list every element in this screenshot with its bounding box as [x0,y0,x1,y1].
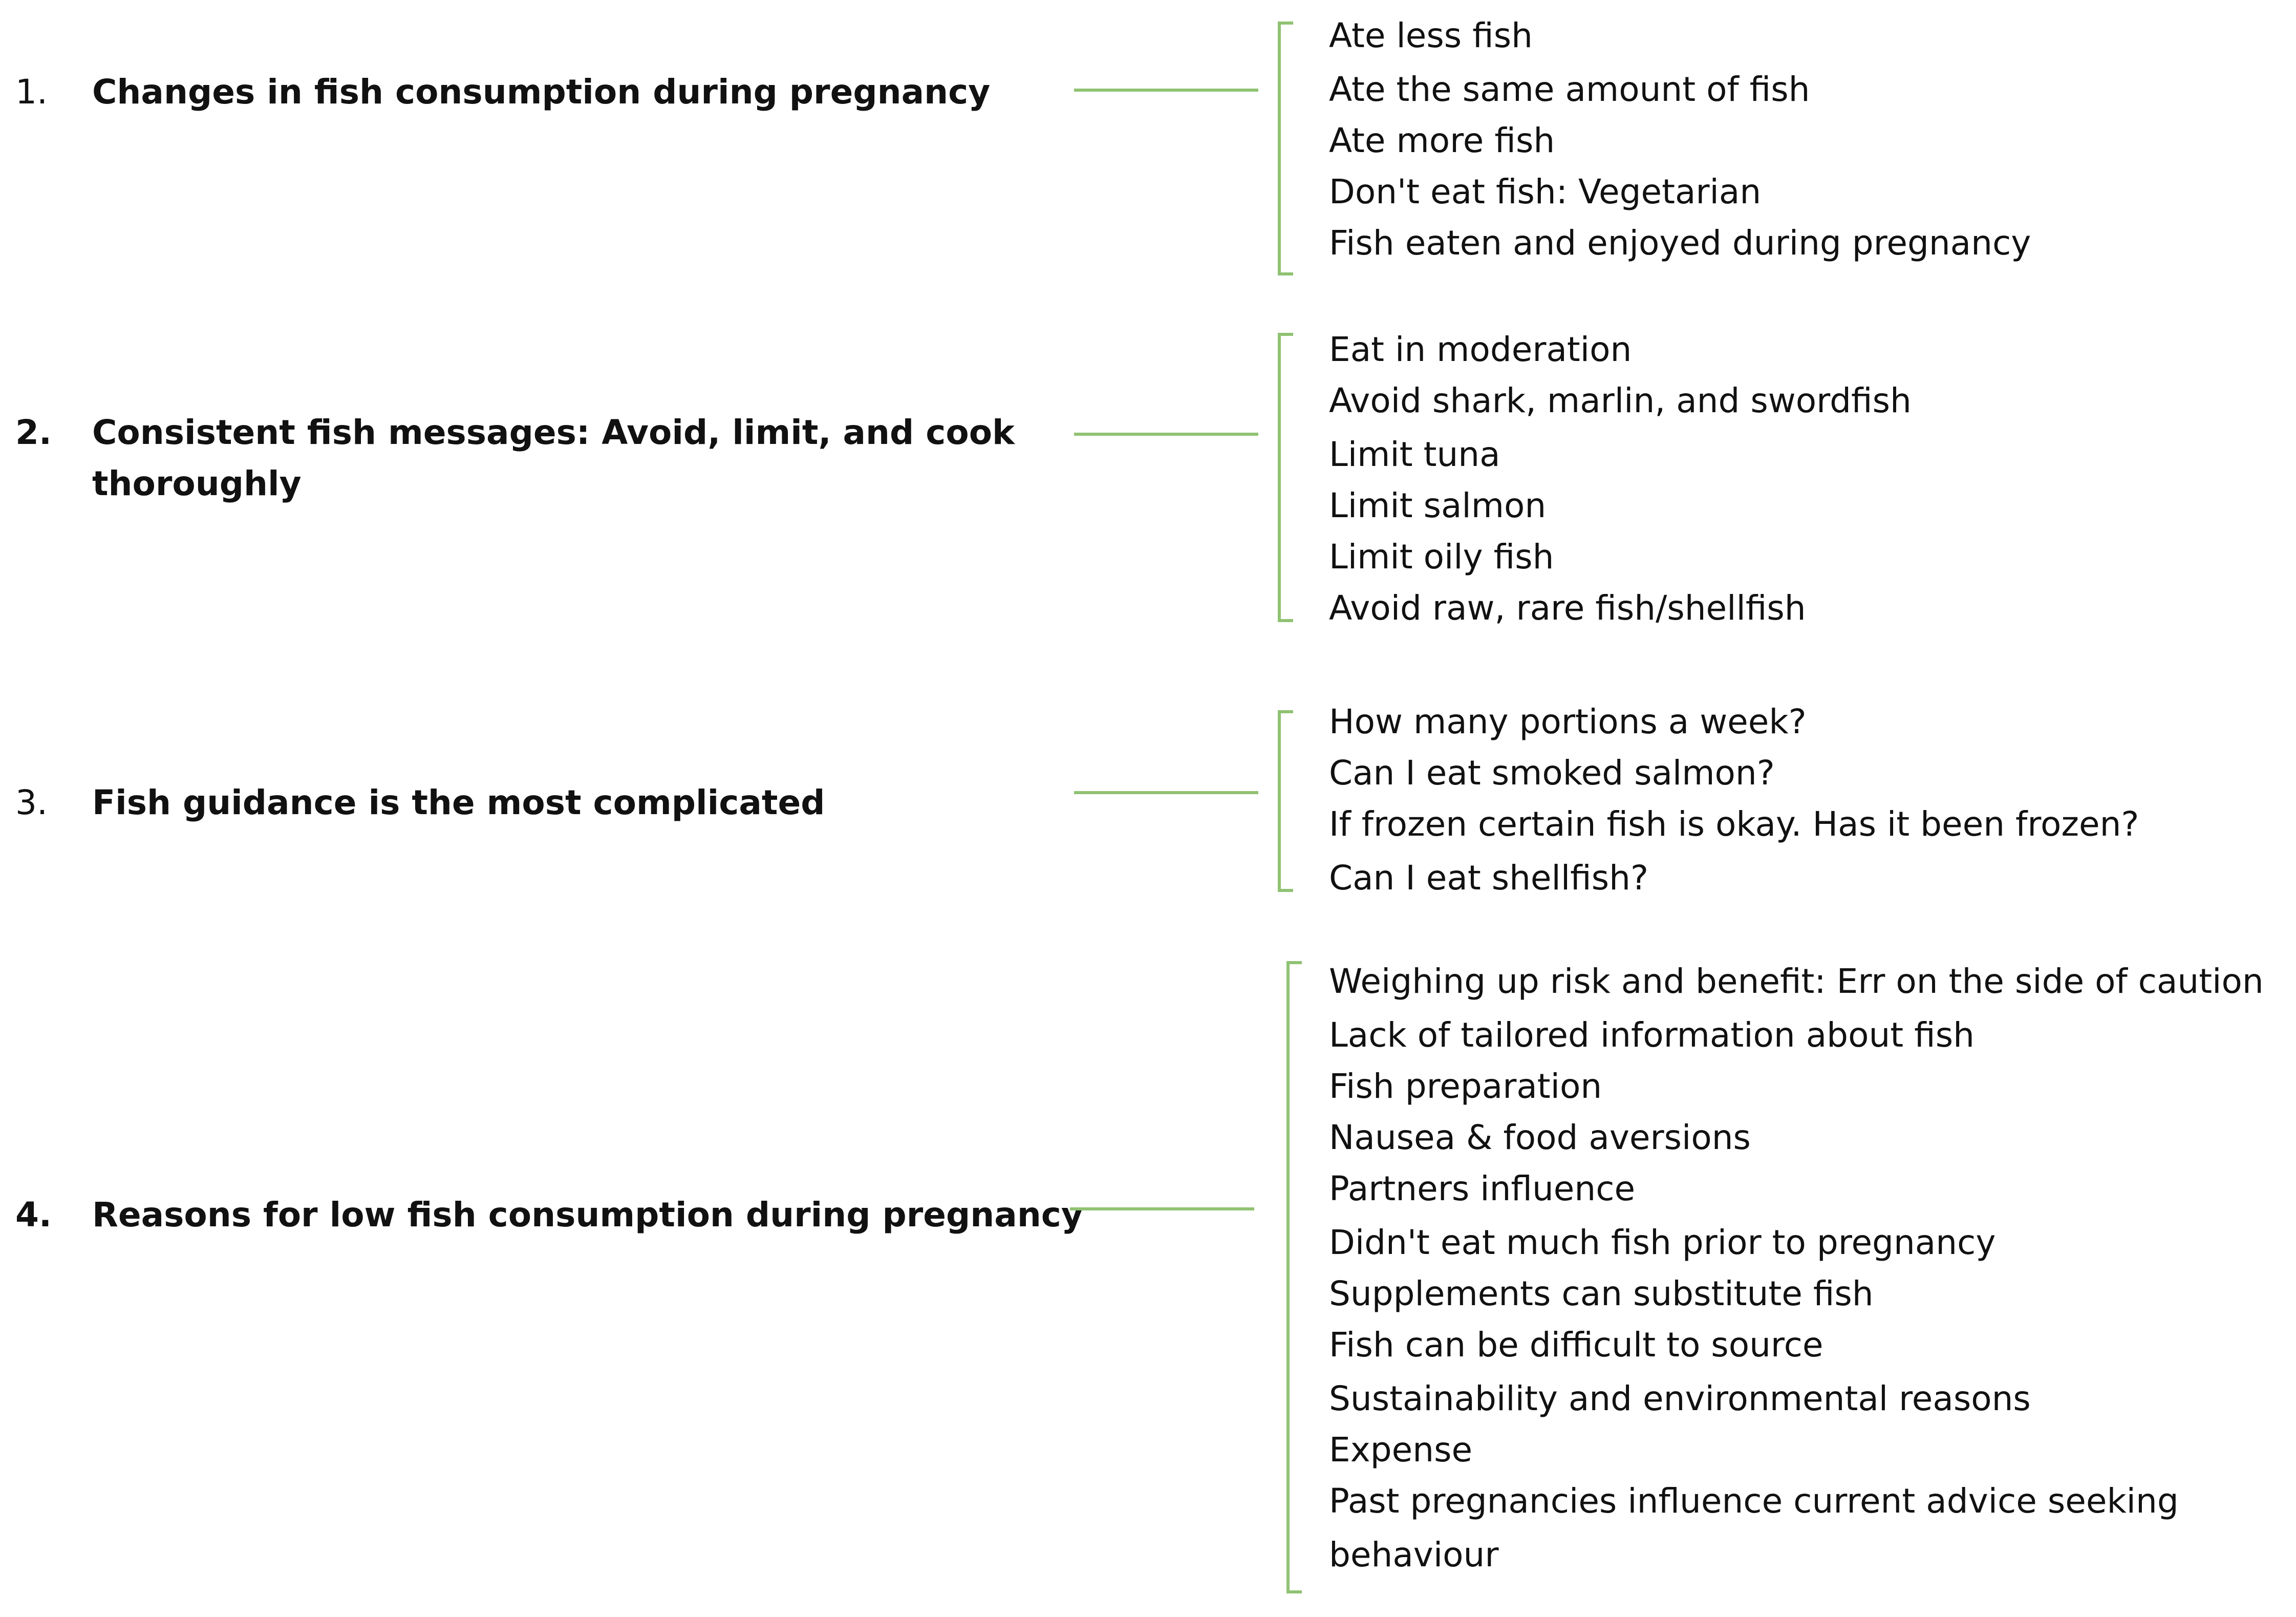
theme-3-connector [1074,791,1258,794]
theme-2-item: Avoid shark, marlin, and swordfish [1329,381,1912,420]
theme-2-item: Eat in moderation [1329,330,1632,369]
theme-4-item: behaviour [1329,1535,1499,1575]
theme-4-item: Lack of tailored information about fish [1329,1015,1975,1055]
theme-1-item: Ate the same amount of fish [1329,70,1810,109]
theme-3-item: If frozen certain fish is okay. Has it been frozen? [1329,804,2139,844]
theme-4-item: Nausea & food aversions [1329,1118,1751,1157]
theme-3-bracket [1278,710,1293,892]
theme-2-bracket [1278,333,1293,622]
theme-1-item: Ate less fish [1329,16,1533,55]
theme-1-item: Don't eat fish: Vegetarian [1329,172,1762,211]
theme-2-number: 2. [15,413,52,452]
theme-2-title-line-1: Consistent fish messages: Avoid, limit, and cook [92,413,1015,452]
theme-4-number: 4. [15,1195,52,1235]
theme-4-item: Sustainability and environmental reasons [1329,1379,2031,1418]
theme-1-title: Changes in fish consumption during pregnancy [92,72,991,112]
theme-2-item: Limit oily fish [1329,537,1554,577]
theme-3-item: Can I eat shellfish? [1329,858,1649,898]
theme-4-item: Partners influence [1329,1169,1636,1208]
theme-4-item: Didn't eat much fish prior to pregnancy [1329,1223,1996,1262]
theme-4-item: Weighing up risk and benefit: Err on the side of caution [1329,962,2264,1001]
theme-1-item: Ate more fish [1329,121,1555,160]
theme-3-item: How many portions a week? [1329,702,1807,741]
theme-1-number: 1. [15,72,48,112]
theme-4-connector [1070,1207,1254,1210]
theme-2-item: Limit salmon [1329,486,1547,525]
theme-4-bracket [1286,961,1302,1593]
theme-1-connector [1074,89,1258,92]
theme-3-item: Can I eat smoked salmon? [1329,753,1775,793]
theme-4-item: Fish can be difficult to source [1329,1325,1823,1365]
theme-1-bracket [1278,22,1293,275]
theme-4-item: Expense [1329,1430,1473,1470]
theme-2-item: Avoid raw, rare fish/shellfish [1329,588,1806,628]
theme-4-item: Fish preparation [1329,1067,1602,1106]
theme-2-connector [1074,433,1258,436]
theme-3-number: 3. [15,783,48,822]
theme-2-title-line-2: thoroughly [92,464,302,503]
theme-4-title: Reasons for low fish consumption during pregnancy [92,1195,1083,1235]
theme-3-title: Fish guidance is the most complicated [92,783,825,822]
theme-4-item: Past pregnancies influence current advice seeking [1329,1481,2179,1521]
theme-1-item: Fish eaten and enjoyed during pregnancy [1329,223,2031,263]
theme-4-item: Supplements can substitute fish [1329,1274,1874,1313]
theme-2-item: Limit tuna [1329,435,1500,474]
